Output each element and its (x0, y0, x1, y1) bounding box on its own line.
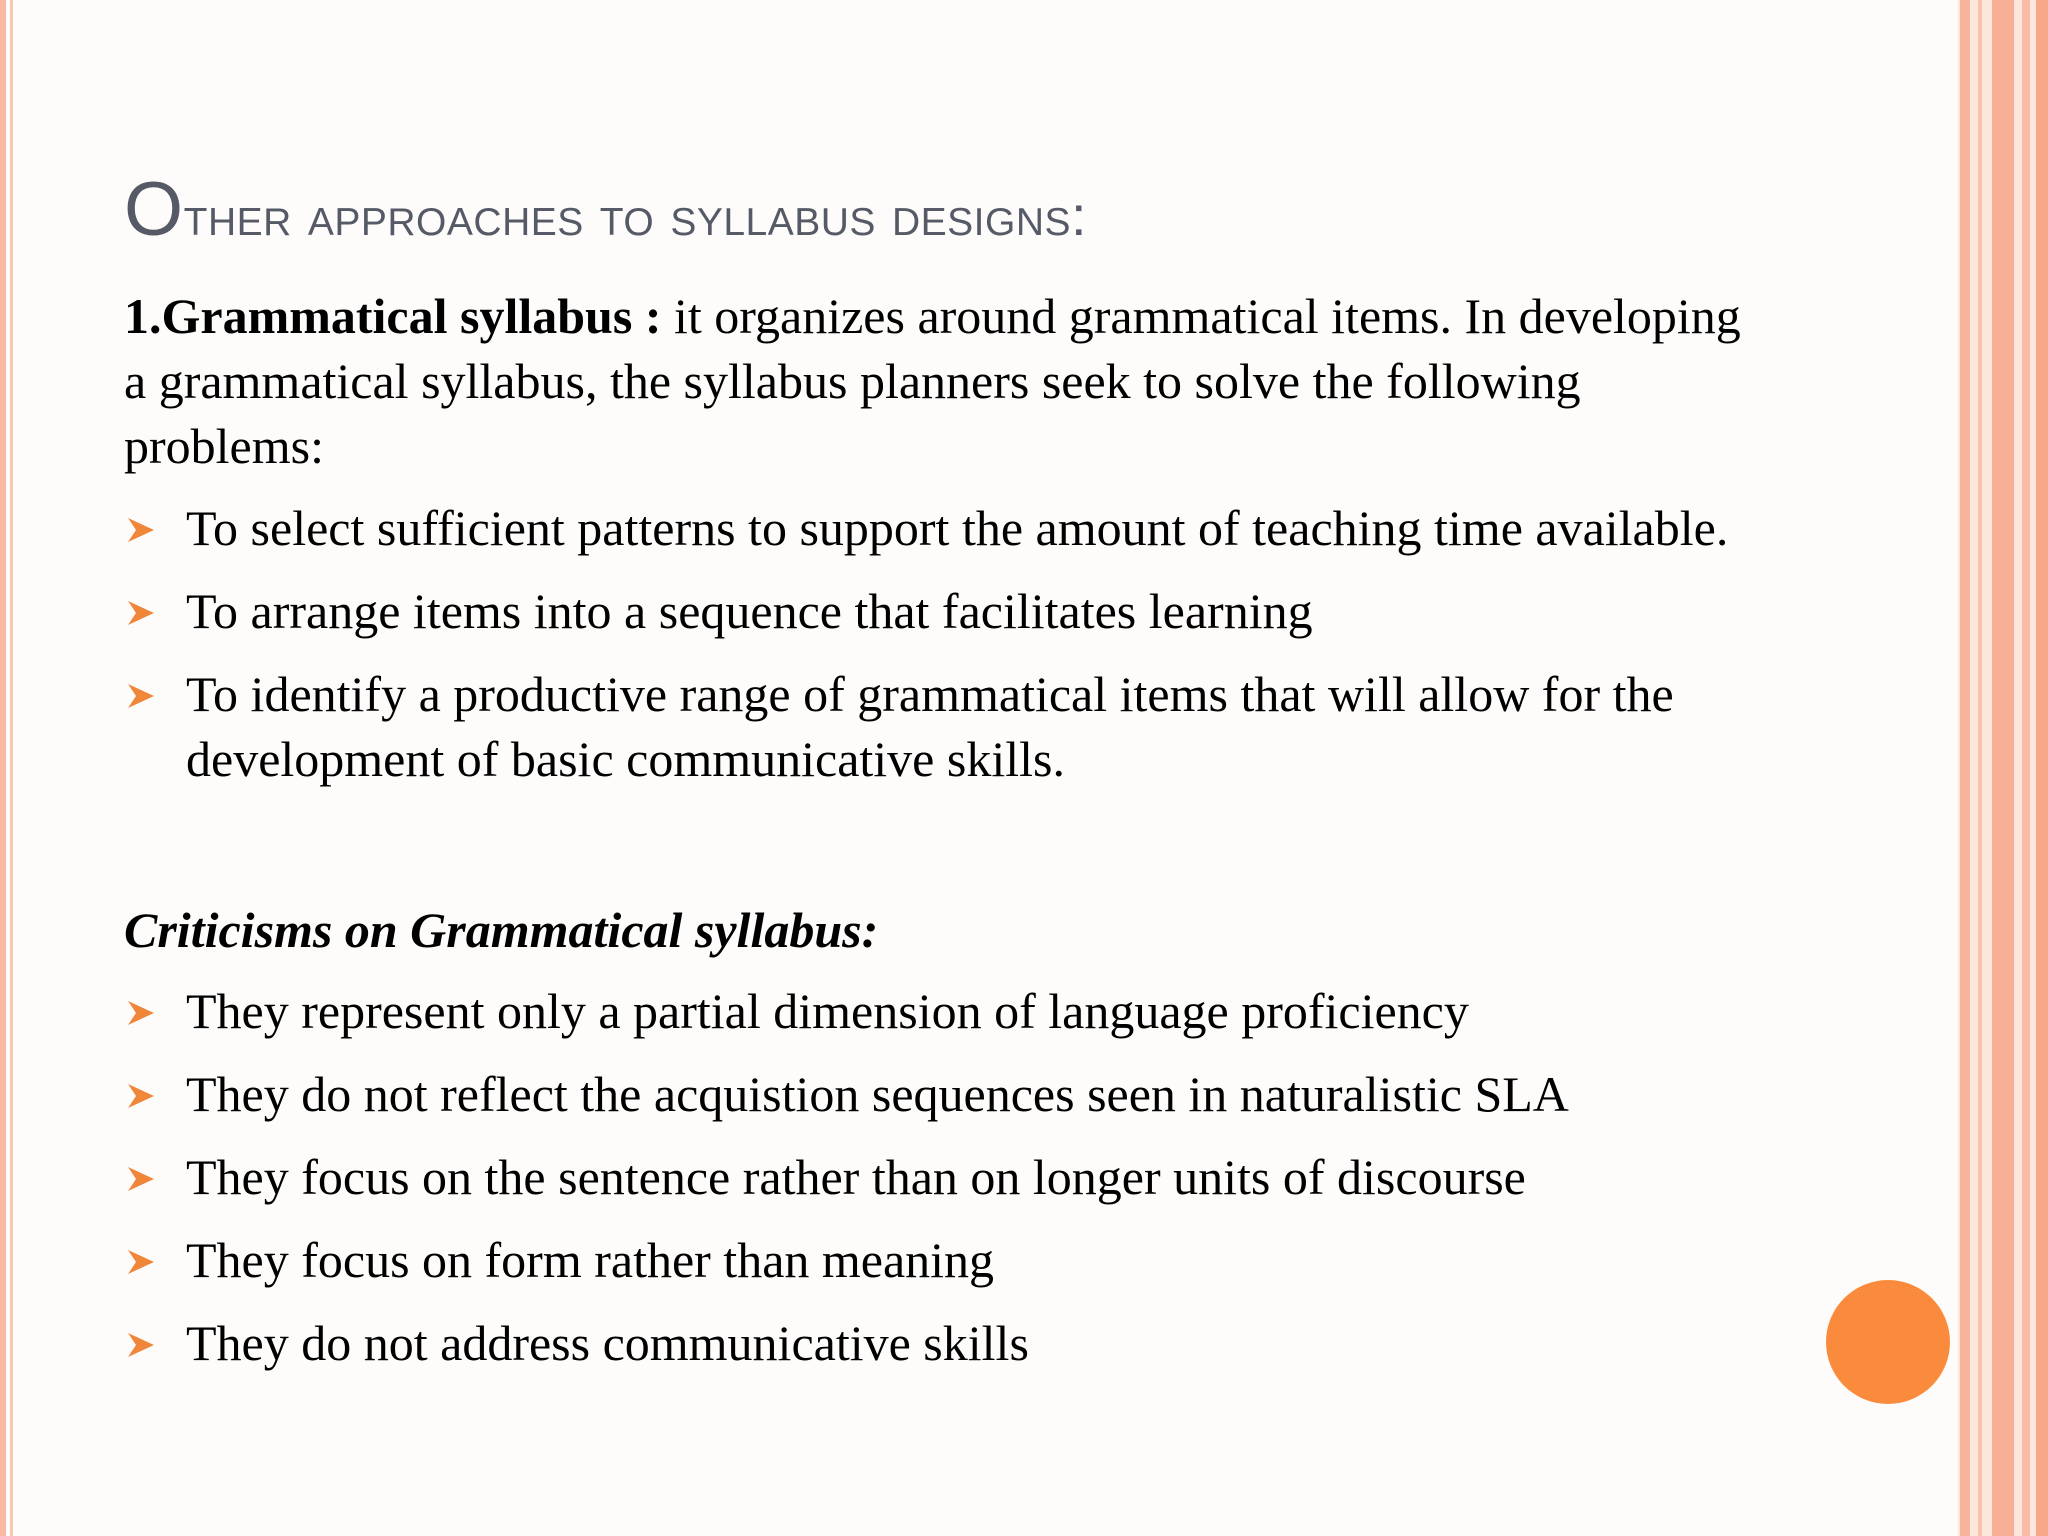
list-item (124, 1311, 1924, 1376)
list-item (124, 579, 1924, 644)
right-border-stripe (2036, 0, 2048, 1536)
list-item (124, 1228, 1924, 1293)
right-border-stripe (1960, 0, 1970, 1536)
title-rest: ther approaches to syllabus designs: (183, 184, 1088, 247)
list-item-text: development of basic communicative skills. (186, 731, 1065, 787)
list-item (124, 662, 1924, 792)
slide-body (124, 284, 1924, 1394)
arrow-bullet-icon (124, 579, 164, 644)
right-border-stripe (2022, 0, 2030, 1536)
list-item (124, 1062, 1924, 1127)
title-initial: O (124, 167, 184, 252)
criticisms-list (124, 979, 1924, 1376)
right-border-stripe (1978, 0, 1982, 1536)
left-border-stripe-thin (10, 0, 13, 1536)
intro-line: a grammatical syllabus, the syllabus planners seek to solve the following (124, 353, 1581, 409)
orange-circle-icon (1826, 1280, 1950, 1404)
list-item (124, 979, 1924, 1044)
intro-lead: 1.Grammatical syllabus : (124, 288, 662, 344)
intro-line: problems: (124, 418, 324, 474)
list-item-text: They focus on the sentence rather than on longer units of discourse (186, 1149, 1526, 1205)
arrow-bullet-icon (124, 1145, 164, 1210)
intro-paragraph (124, 284, 1924, 479)
list-item (124, 496, 1924, 561)
arrow-bullet-icon (124, 979, 164, 1044)
criticisms-heading: Criticisms on Grammatical syllabus: (124, 902, 879, 958)
list-item-text: They do not reflect the acquistion sequences seen in naturalistic SLA (186, 1066, 1569, 1122)
list-item (124, 1145, 1924, 1210)
intro-line: it organizes around grammatical items. In developing (661, 288, 1741, 344)
slide-title (124, 167, 1924, 256)
arrow-bullet-icon (124, 1228, 164, 1293)
list-item-text: They focus on form rather than meaning (186, 1232, 995, 1288)
list-item-text: To select sufficient patterns to support the amount of teaching time available. (186, 500, 1729, 556)
right-border-stripe (1992, 0, 2014, 1536)
list-item-text: They do not address communicative skills (186, 1315, 1029, 1371)
list-item-text: They represent only a partial dimension of language proficiency (186, 983, 1469, 1039)
arrow-bullet-icon (124, 496, 164, 561)
arrow-bullet-icon (124, 1062, 164, 1127)
arrow-bullet-icon (124, 662, 164, 727)
list-item-text: To arrange items into a sequence that facilitates learning (186, 583, 1313, 639)
problems-list (124, 496, 1924, 792)
list-item-text: To identify a productive range of grammatical items that will allow for the (186, 666, 1674, 722)
left-border-stripe (0, 0, 6, 1536)
arrow-bullet-icon (124, 1311, 164, 1376)
